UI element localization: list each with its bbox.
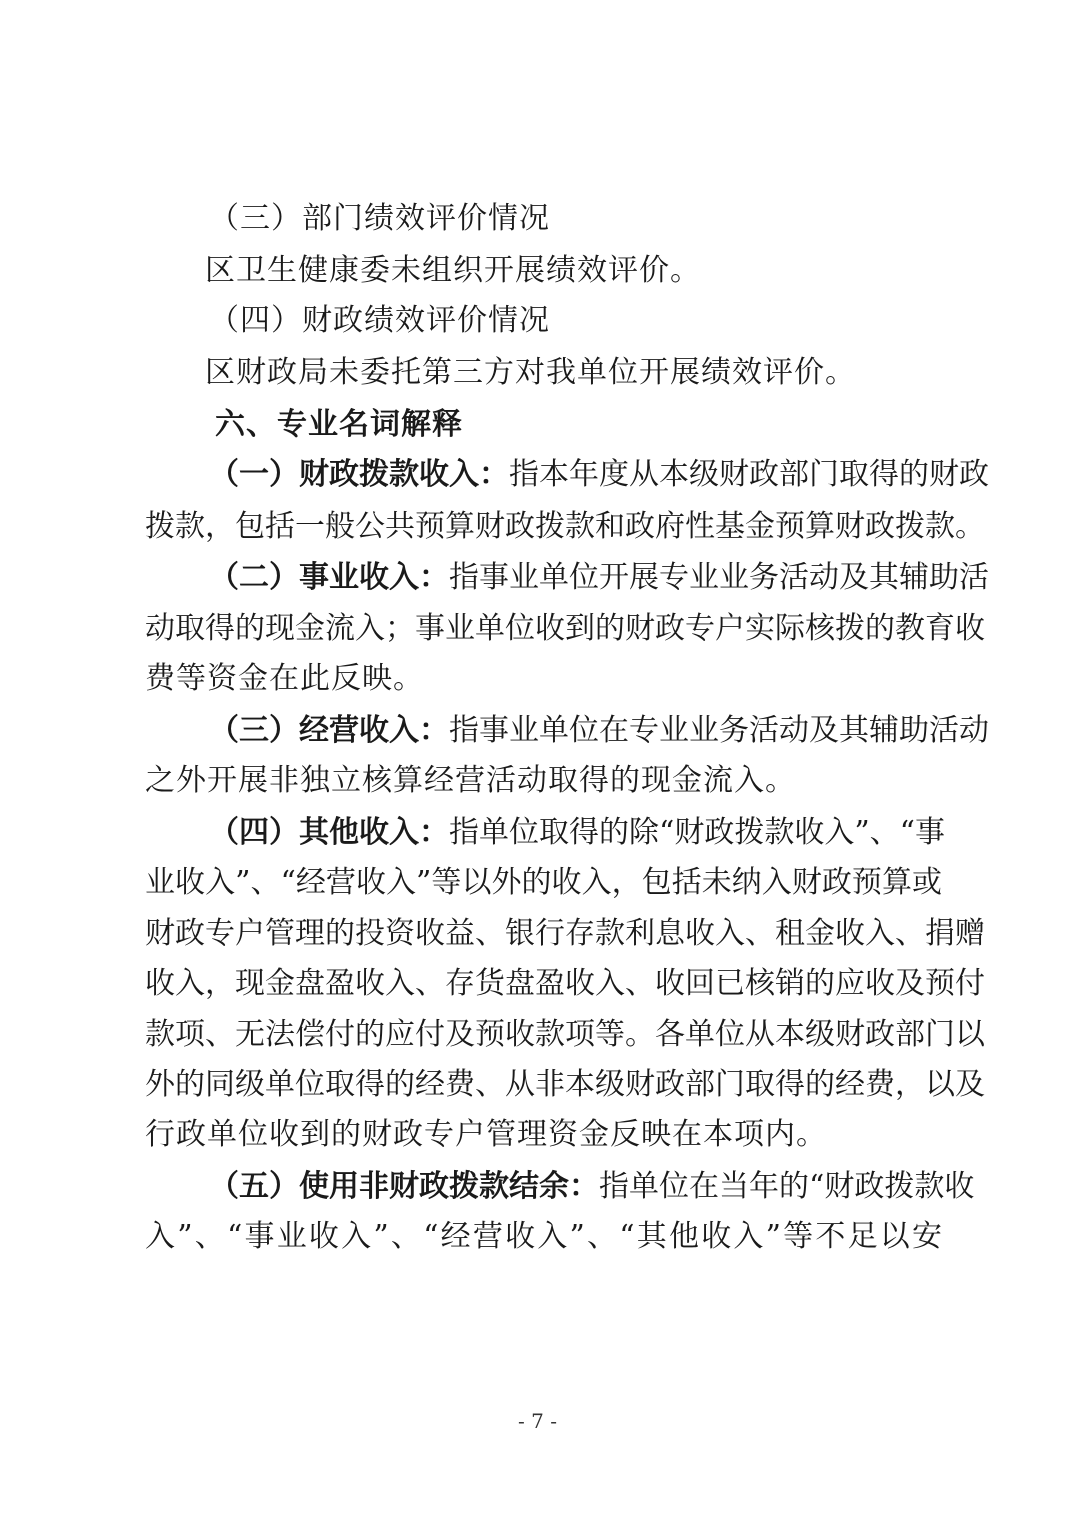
term-3-text: 指事业单位在专业业务活动及其辅助活动 — [449, 713, 989, 748]
term-2-first-line — [209, 558, 989, 598]
term-4-line-3: 财政专户管理的投资收益、银行存款利息收入、租金收入、捐赠 — [145, 916, 985, 951]
term-4-line-4: 收入，现金盘盈收入、存货盘盈收入、收回已核销的应收及预付 — [145, 966, 985, 1001]
term-5-text: 指单位在当年的“财政拨款收 — [599, 1169, 975, 1204]
term-4-line-7: 行政单位收到的财政专户管理资金反映在本项内。 — [145, 1117, 827, 1152]
section-4-title: （四）财政绩效评价情况 — [209, 303, 550, 338]
term-1-text: 指本年度从本级财政部门取得的财政 — [509, 457, 989, 492]
term-5-line-2: 入”、“事业收入”、“经营收入”、“其他收入”等不足以安 — [145, 1219, 942, 1254]
section-4-body: 区财政局未委托第三方对我单位开展绩效评价。 — [205, 355, 856, 390]
section-3-title: （三）部门绩效评价情况 — [209, 201, 550, 236]
term-4-first-line — [209, 813, 946, 853]
term-3-line-2: 之外开展非独立核算经营活动取得的现金流入。 — [145, 763, 796, 798]
term-4-label: （四）其他收入： — [209, 815, 449, 850]
term-4-text: 指单位取得的除“财政拨款收入”、“事 — [449, 815, 946, 850]
term-3-first-line — [209, 711, 989, 751]
chapter-6-title: 六、专业名词解释 — [215, 407, 463, 442]
section-3-body: 区卫生健康委未组织开展绩效评价。 — [205, 253, 701, 288]
term-1-label: （一）财政拨款收入： — [209, 457, 509, 492]
term-2-line-3: 费等资金在此反映。 — [145, 661, 424, 696]
term-4-line-5: 款项、无法偿付的应付及预收款项等。各单位从本级财政部门以 — [145, 1017, 985, 1052]
term-1-line-2: 拨款，包括一般公共预算财政拨款和政府性基金预算财政拨款。 — [145, 509, 985, 544]
term-1-first-line — [209, 455, 989, 495]
term-5-label: （五）使用非财政拨款结余： — [209, 1169, 599, 1204]
term-2-label: （二）事业收入： — [209, 560, 449, 595]
term-4-line-6: 外的同级单位取得的经费、从非本级财政部门取得的经费，以及 — [145, 1067, 985, 1102]
page-number: - 7 - — [518, 1409, 557, 1433]
term-2-line-2: 动取得的现金流入；事业单位收到的财政专户实际核拨的教育收 — [145, 611, 985, 646]
term-5-first-line — [209, 1167, 975, 1207]
term-4-line-2: 业收入”、“经营收入”等以外的收入，包括未纳入财政预算或 — [145, 865, 942, 900]
term-2-text: 指事业单位开展专业业务活动及其辅助活 — [449, 560, 989, 595]
term-3-label: （三）经营收入： — [209, 713, 449, 748]
